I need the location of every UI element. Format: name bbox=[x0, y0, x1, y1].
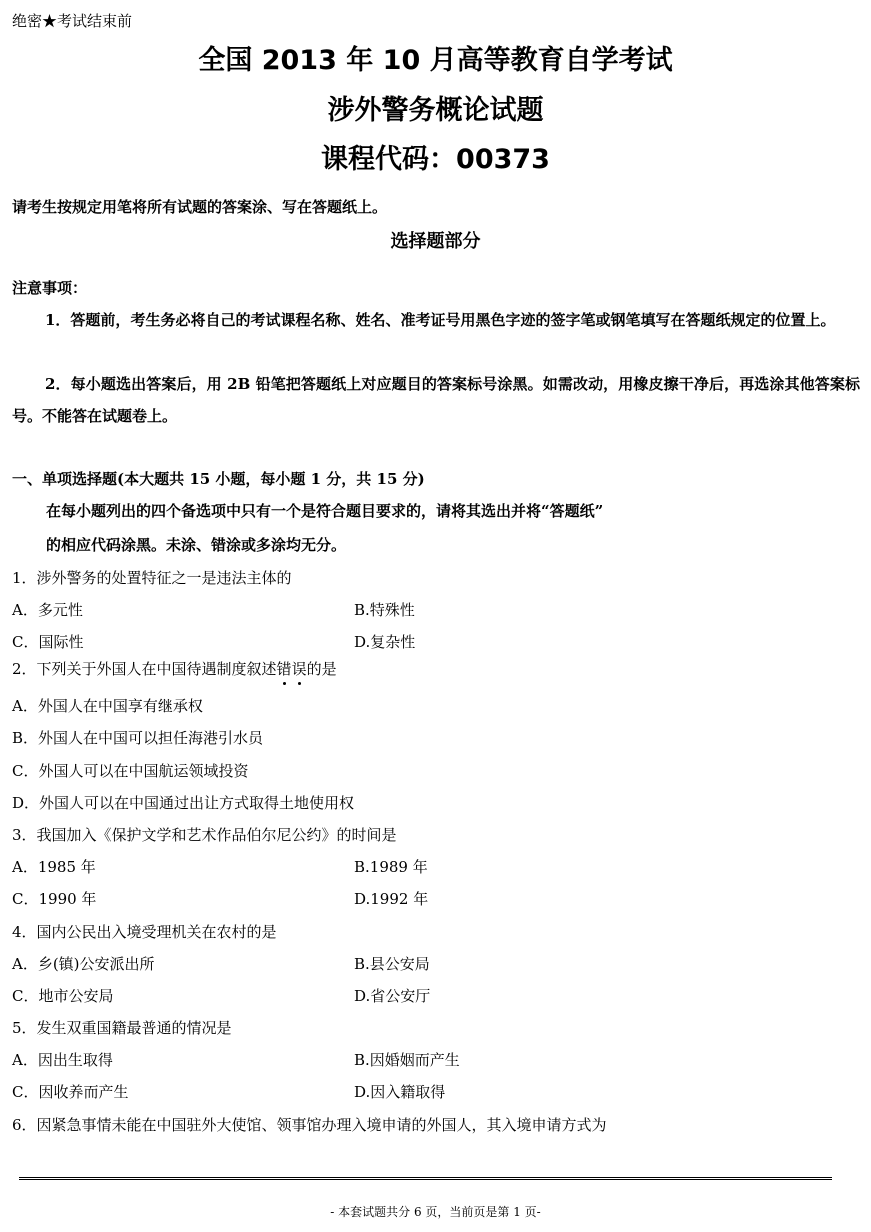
question-4-option-c: C．地市公安局 bbox=[12, 987, 114, 1005]
note-item-1: 1．答题前，考生务必将自己的考试课程名称、姓名、准考证号用黑色字迹的签字笔或钢笔填写在答题纸规定的位置上。 bbox=[45, 311, 836, 329]
secret-mark: 绝密★考试结束前 bbox=[12, 12, 133, 30]
question-5-option-c: C．因收养而产生 bbox=[12, 1083, 129, 1101]
question-4-option-a: A．乡(镇)公安派出所 bbox=[12, 955, 155, 973]
course-code: 课程代码：00373 bbox=[321, 144, 550, 175]
question-4-option-b: B.县公安局 bbox=[354, 955, 430, 973]
section-title: 选择题部分 bbox=[390, 231, 481, 252]
question-3-option-c: C．1990 年 bbox=[12, 890, 97, 908]
question-5-option-a: A．因出生取得 bbox=[12, 1051, 113, 1069]
question-1-option-b: B.特殊性 bbox=[354, 601, 415, 619]
question-1-option-d: D.复杂性 bbox=[354, 633, 416, 651]
question-2-stem-pre: 2．下列关于外国人在中国待遇制度叙述 bbox=[12, 660, 277, 678]
emphasis-char-1: 错 bbox=[276, 660, 292, 678]
part-description-line-1: 在每小题列出的四个备选项中只有一个是符合题目要求的，请将其选出并将“答题纸” bbox=[46, 502, 604, 520]
question-1-stem: 1．涉外警务的处置特征之一是违法主体的 bbox=[12, 569, 292, 587]
question-4-stem: 4．国内公民出入境受理机关在农村的是 bbox=[12, 923, 277, 941]
part-title: 一、单项选择题(本大题共 15 小题，每小题 1 分，共 15 分) bbox=[12, 470, 425, 488]
question-5-stem: 5．发生双重国籍最普通的情况是 bbox=[12, 1019, 232, 1037]
part-description-line-2: 的相应代码涂黑。未涂、错涂或多涂均无分。 bbox=[46, 536, 347, 554]
emphasis-char-2: 误 bbox=[291, 660, 307, 678]
question-3-option-a: A．1985 年 bbox=[12, 858, 96, 876]
page-footer: - 本套试题共分 6 页，当前页是第 1 页- bbox=[330, 1205, 541, 1219]
footer-divider bbox=[19, 1177, 832, 1180]
question-6-stem: 6．因紧急事情未能在中国驻外大使馆、领事馆办理入境申请的外国人，其入境申请方式为 bbox=[12, 1116, 607, 1134]
question-1-option-a: A．多元性 bbox=[12, 601, 83, 619]
question-3-option-b: B.1989 年 bbox=[354, 858, 428, 876]
question-2-option-a: A．外国人在中国享有继承权 bbox=[12, 697, 203, 715]
question-2-option-c: C．外国人可以在中国航运领域投资 bbox=[12, 762, 249, 780]
question-4-option-d: D.省公安厅 bbox=[354, 987, 431, 1005]
general-instruction: 请考生按规定用笔将所有试题的答案涂、写在答题纸上。 bbox=[12, 198, 388, 216]
question-5-option-b: B.因婚姻而产生 bbox=[354, 1051, 460, 1069]
question-2-stem bbox=[12, 658, 337, 680]
question-2-option-d: D．外国人可以在中国通过出让方式取得土地使用权 bbox=[12, 794, 355, 812]
question-1-option-c: C．国际性 bbox=[12, 633, 84, 651]
subject-title: 涉外警务概论试题 bbox=[327, 95, 544, 126]
question-5-option-d: D.因入籍取得 bbox=[354, 1083, 446, 1101]
question-2-option-b: B．外国人在中国可以担任海港引水员 bbox=[12, 729, 264, 747]
question-3-stem: 3．我国加入《保护文学和艺术作品伯尔尼公约》的时间是 bbox=[12, 826, 397, 844]
exam-title: 全国 2013 年 10 月高等教育自学考试 bbox=[198, 45, 673, 76]
notes-title: 注意事项： bbox=[12, 279, 88, 297]
question-2-stem-post: 的是 bbox=[306, 660, 337, 678]
question-3-option-d: D.1992 年 bbox=[354, 890, 429, 908]
note-item-2: 2．每小题选出答案后，用 2B 铅笔把答题纸上对应题目的答案标号涂黑。如需改动，用橡皮擦干净后，再选涂其他答案标号。不能答在试题卷上。 bbox=[12, 375, 860, 425]
